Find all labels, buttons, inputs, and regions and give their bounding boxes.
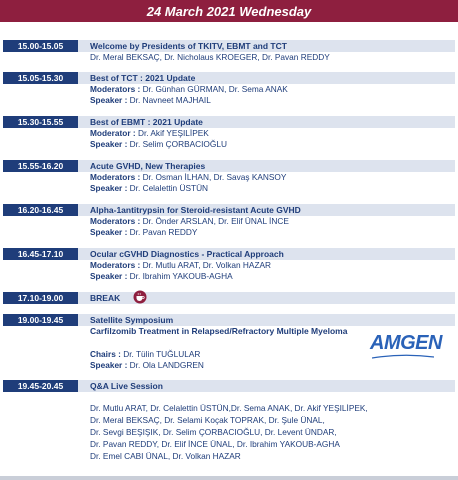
session-title: Welcome by Presidents of TKITV, EBMT and TCT xyxy=(90,41,287,51)
panel-line: Dr. Sevgi BEŞIŞIK, Dr. Selim ÇORBACIOĞLU, Dr. Levent ÜNDAR, xyxy=(90,427,337,437)
session-line: Speaker : Dr. Celalettin ÜSTÜN xyxy=(90,183,209,193)
session-line: Speaker : Dr. Pavan REDDY xyxy=(90,227,198,237)
panel-line: Dr. Meral BEKSAÇ, Dr. Selami Koçak TOPRAK, Dr. Şule ÜNAL, xyxy=(90,415,325,425)
session-time: 15.05-15.30 xyxy=(3,72,78,84)
session-time: 19.45-20.45 xyxy=(3,380,78,392)
session-line: Dr. Meral BEKSAÇ, Dr. Nicholaus KROEGER, Dr. Pavan REDDY xyxy=(90,52,330,62)
session-line: Speaker : Dr. Ola LANDGREN xyxy=(90,360,204,370)
session-time: 15.00-15.05 xyxy=(3,40,78,52)
session-title: Satellite Symposium xyxy=(90,315,174,325)
session-time: 15.30-15.55 xyxy=(3,116,78,128)
session-line: Moderators : Dr. Günhan GÜRMAN, Dr. Sema ANAK xyxy=(90,84,288,94)
session-time: 16.45-17.10 xyxy=(3,248,78,260)
session-line: Speaker : Dr. Selim ÇORBACIOĞLU xyxy=(90,139,227,149)
session-title: Acute GVHD, New Therapies xyxy=(90,161,206,171)
sponsor-swoosh-icon xyxy=(372,354,434,360)
session-line: Speaker : Dr. Ibrahim YAKOUB-AGHA xyxy=(90,271,233,281)
session-line: Chairs : Dr. Tülin TUĞLULAR xyxy=(90,349,201,359)
session-title: BREAK xyxy=(90,293,121,303)
sponsor-logo: AMGEN xyxy=(370,332,442,354)
panel-line: Dr. Emel CABI ÜNAL, Dr. Volkan HAZAR xyxy=(90,451,241,461)
date-header xyxy=(0,0,458,22)
session-title: Best of TCT : 2021 Update xyxy=(90,73,196,83)
session-time: 15.55-16.20 xyxy=(3,160,78,172)
coffee-cup-icon xyxy=(133,290,147,304)
session-line: Moderators : Dr. Mutlu ARAT, Dr. Volkan HAZAR xyxy=(90,260,272,270)
session-title: Ocular cGVHD Diagnostics - Practical Approach xyxy=(90,249,284,259)
session-line: Moderators : Dr. Önder ARSLAN, Dr. Elif ÜNAL İNCE xyxy=(90,216,289,226)
session-time: 16.20-16.45 xyxy=(3,204,78,216)
session-subtitle: Carfilzomib Treatment in Relapsed/Refractory Multiple Myeloma xyxy=(90,326,348,336)
session-line: Moderators : Dr. Osman İLHAN, Dr. Savaş KANSOY xyxy=(90,172,287,182)
panel-line: Dr. Mutlu ARAT, Dr. Celalettin ÜSTÜN,Dr. Sema ANAK, Dr. Akif YEŞILİPEK, xyxy=(90,403,368,413)
bottom-divider xyxy=(0,476,458,480)
session-time: 17.10-19.00 xyxy=(3,292,78,304)
panel-line: Dr. Pavan REDDY, Dr. Elif İNCE ÜNAL, Dr. Ibrahim YAKOUB-AGHA xyxy=(90,439,340,449)
date-title: 24 March 2021 Wednesday xyxy=(146,3,312,19)
session-line: Moderator : Dr. Akif YEŞILİPEK xyxy=(90,128,209,138)
session-title: Q&A Live Session xyxy=(90,381,163,391)
session-line: Speaker : Dr. Navneet MAJHAIL xyxy=(90,95,211,105)
session-time: 19.00-19.45 xyxy=(3,314,78,326)
session-title: Alpha-1antitrypsin for Steroid-resistant Acute GVHD xyxy=(90,205,301,215)
session-title: Best of EBMT : 2021 Update xyxy=(90,117,203,127)
